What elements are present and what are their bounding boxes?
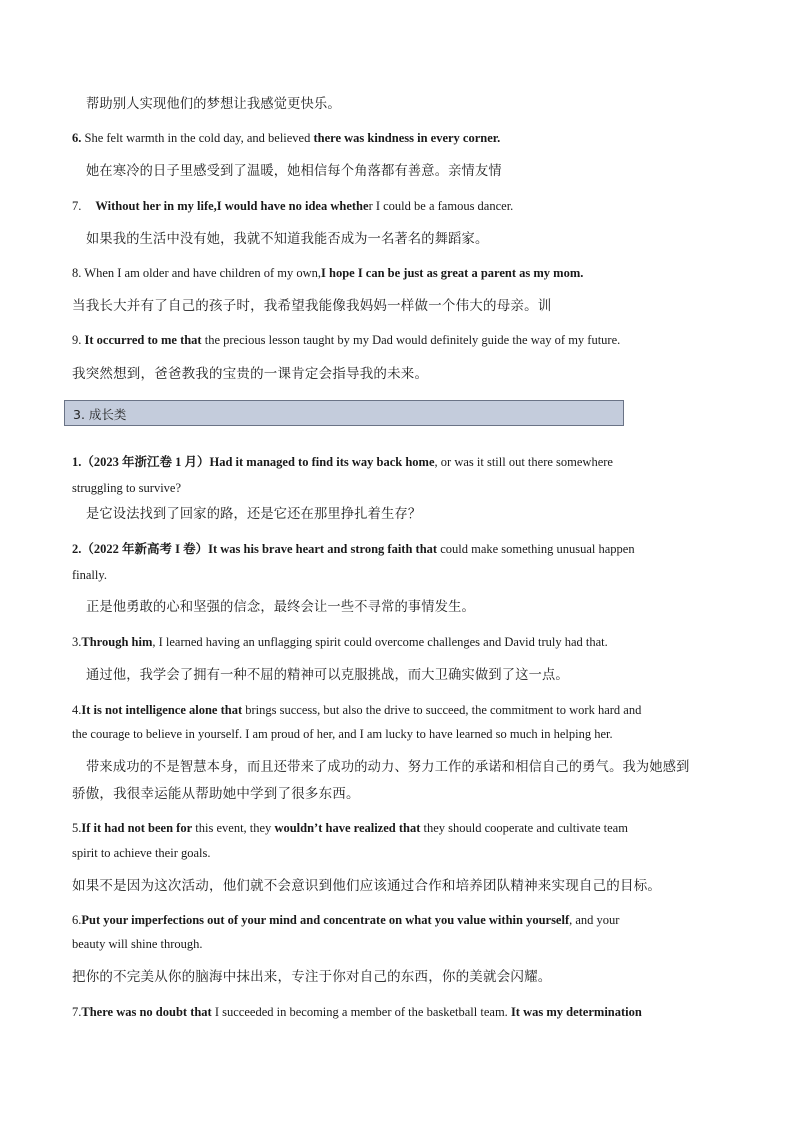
sentence-continuation: the courage to believe in yourself. I am proud of her, and I am lucky to have learned so much in helping her. xyxy=(72,727,613,741)
key-phrase: There was no doubt that xyxy=(81,1005,212,1019)
translation-line: 骄傲，我很幸运能从帮助她中学到了很多东西。 xyxy=(72,786,360,802)
section-title: 3. 成长类 xyxy=(73,407,127,422)
growth-sentence-5 xyxy=(72,820,724,836)
item-number: 4. xyxy=(72,703,82,717)
translation-line: 正是他勇敢的心和坚强的信念，最终会让一些不寻常的事情发生。 xyxy=(86,599,475,615)
key-phrase: 1.（2023 年浙江卷 1 月）Had it managed to find its way back home xyxy=(72,455,435,469)
sentence-text: , or was it still out there somewhere xyxy=(434,455,613,469)
sentence-text: brings success, but also the drive to succeed, the commitment to work hard and xyxy=(242,703,642,717)
translation-line: 带来成功的不是智慧本身，而且还带来了成功的动力、努力工作的承诺和相信自己的勇气。我为她感到 xyxy=(86,759,690,775)
key-phrase: Without her in my life,I would have no idea whethe xyxy=(95,199,369,213)
translation-line: 我突然想到，爸爸教我的宝贵的一课肯定会指导我的未来。 xyxy=(72,366,429,382)
sentence-text: could make something unusual happen xyxy=(437,542,635,556)
sentence-continuation: struggling to survive? xyxy=(72,481,182,495)
translation-line: 帮助别人实现他们的梦想让我感觉更快乐。 xyxy=(86,96,341,112)
item-number: 6. xyxy=(72,131,82,145)
translation-line: 通过他，我学会了拥有一种不屈的精神可以克服挑战，而大卫确实做到了这一点。 xyxy=(86,667,569,683)
item-number: 5. xyxy=(72,821,82,835)
sentence-text: She felt warmth in the cold day, and believed xyxy=(81,131,314,145)
key-phrase: wouldn’t have realized that xyxy=(274,821,421,835)
item-number: 3. xyxy=(72,635,82,649)
item-number: 8. xyxy=(72,266,82,280)
growth-sentence-1 xyxy=(72,454,724,470)
key-phrase: It occurred to me that xyxy=(81,333,202,347)
sentence-continuation: beauty will shine through. xyxy=(72,937,203,951)
sentence-6 xyxy=(72,130,724,146)
growth-sentence-2 xyxy=(72,541,724,557)
sentence-text: I succeeded in becoming a member of the basketball team. xyxy=(211,1005,511,1019)
section-header xyxy=(64,400,624,426)
key-phrase: there was kindness in every corner. xyxy=(313,131,501,145)
growth-sentence-6 xyxy=(72,912,724,928)
sentence-continuation: finally. xyxy=(72,568,107,582)
key-phrase: Put your imperfections out of your mind and concentrate on what you value within yourself xyxy=(81,913,570,927)
key-phrase: If it had not been for xyxy=(81,821,193,835)
sentence-continuation: spirit to achieve their goals. xyxy=(72,846,211,860)
key-phrase: Through him xyxy=(81,635,153,649)
translation-line: 如果我的生活中没有她，我就不知道我能否成为一名著名的舞蹈家。 xyxy=(86,231,489,247)
key-phrase: It was my determination xyxy=(510,1005,642,1019)
translation-line: 当我长大并有了自己的孩子时，我希望我能像我妈妈一样做一个伟大的母亲。训 xyxy=(72,298,552,314)
item-number: 9. xyxy=(72,333,82,347)
sentence-7 xyxy=(72,198,724,214)
sentence-text: r I could be a famous dancer. xyxy=(368,199,514,213)
sentence-text: this event, they xyxy=(192,821,275,835)
translation-line: 她在寒冷的日子里感受到了温暖，她相信每个角落都有善意。亲情友情 xyxy=(86,163,502,179)
translation-line: 如果不是因为这次活动，他们就不会意识到他们应该通过合作和培养团队精神来实现自己的目标。 xyxy=(72,878,662,894)
key-phrase: 2.（2022 年新高考 I 卷）It was his brave heart and strong faith that xyxy=(72,542,438,556)
growth-sentence-3 xyxy=(72,634,724,650)
sentence-text: , and your xyxy=(569,913,620,927)
translation-line: 把你的不完美从你的脑海中抹出来，专注于你对自己的东西，你的美就会闪耀。 xyxy=(72,969,552,985)
item-number: 6. xyxy=(72,913,82,927)
sentence-text: When I am older and have children of my own, xyxy=(81,266,321,280)
growth-sentence-7 xyxy=(72,1004,724,1020)
sentence-9 xyxy=(72,332,724,348)
item-number: 7. xyxy=(72,1005,82,1019)
sentence-text: they should cooperate and cultivate team xyxy=(420,821,628,835)
sentence-text: , I learned having an unflagging spirit could overcome challenges and David truly had that. xyxy=(152,635,608,649)
sentence-8 xyxy=(72,265,724,281)
key-phrase: It is not intelligence alone that xyxy=(81,703,243,717)
sentence-text: the precious lesson taught by my Dad would definitely guide the way of my future. xyxy=(201,333,621,347)
translation-line: 是它设法找到了回家的路，还是它还在那里挣扎着生存？ xyxy=(86,506,422,522)
item-number: 7. xyxy=(72,199,82,213)
growth-sentence-4 xyxy=(72,702,724,718)
key-phrase: I hope I can be just as great a parent as my mom. xyxy=(321,266,584,280)
